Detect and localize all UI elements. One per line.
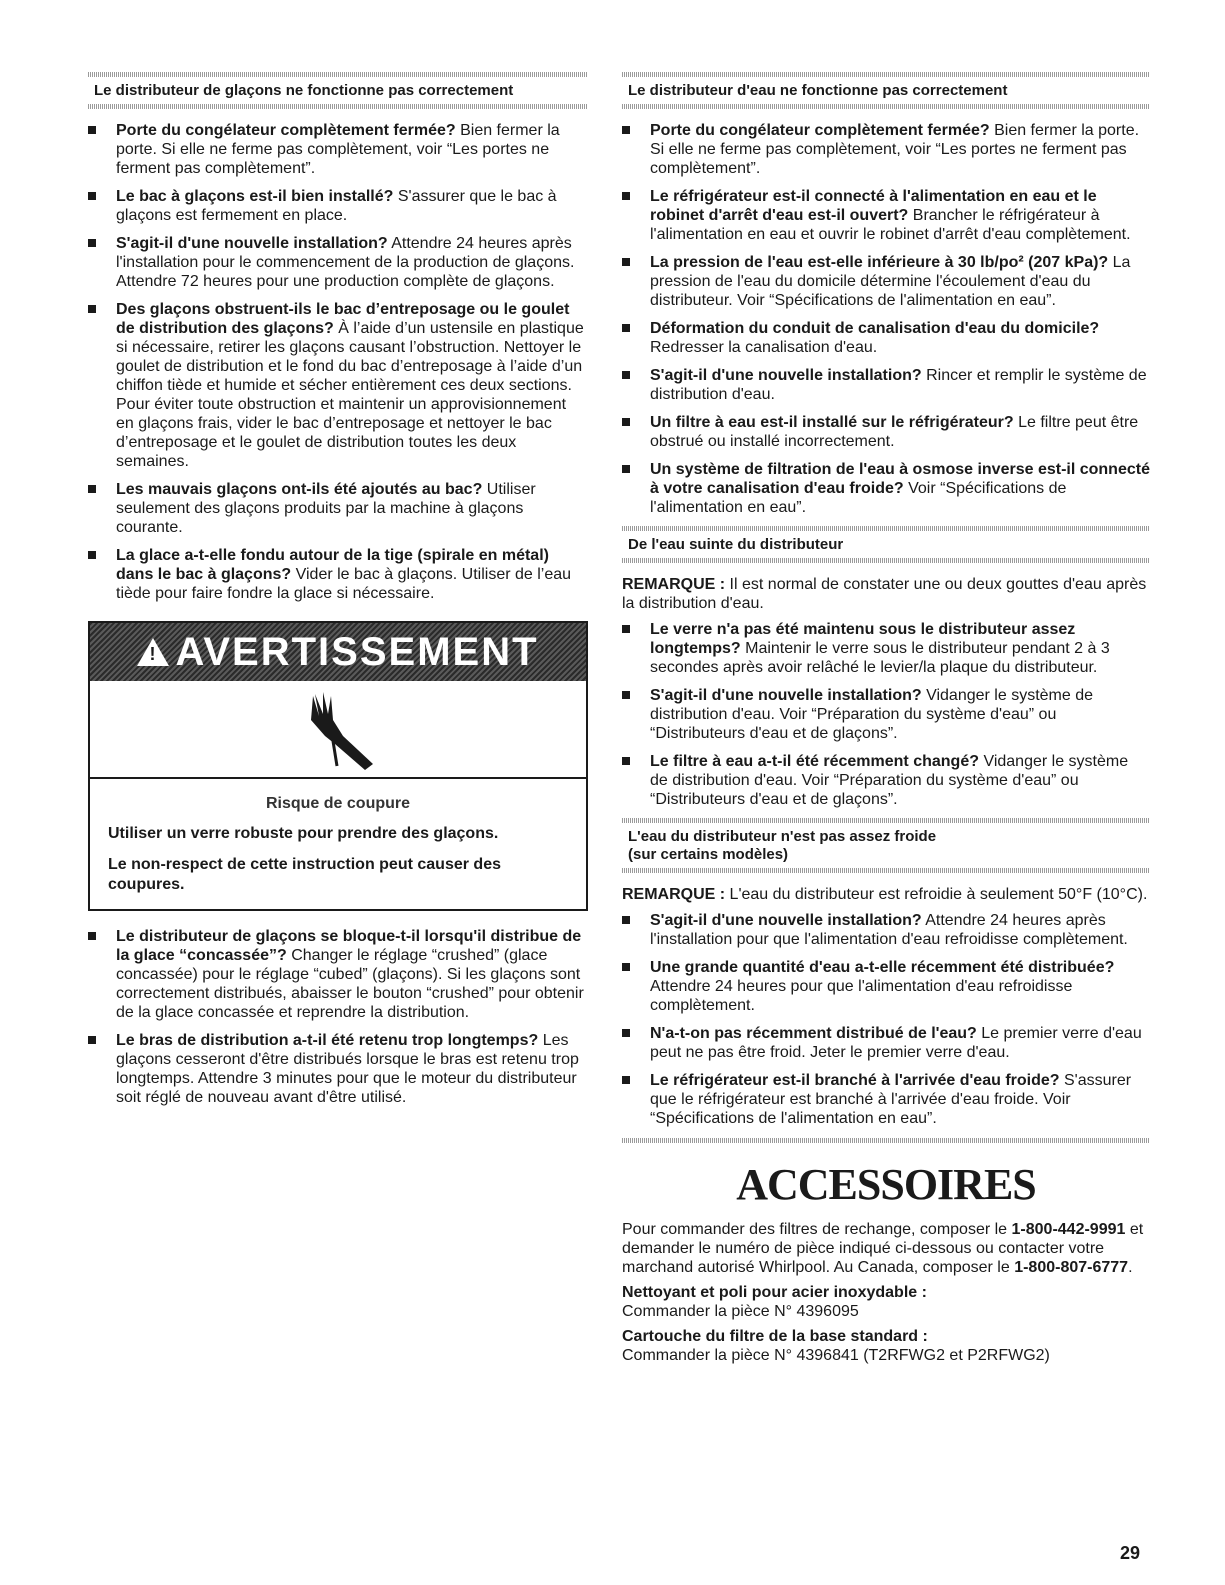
list-item: La glace a-t-elle fondu autour de la tige (spirale en métal) dans le bac à glaçons? Vider le bac à glaçons. Utiliser de l’eau tiède pour faire fondre la glace si nécessaire. [88,546,588,603]
list-item: N'a-t-on pas récemment distribué de l'eau? Le premier verre d'eau peut ne pas être froid. Jeter le premier verre d'eau. [622,1024,1150,1062]
warning-title: AVERTISSEMENT [175,629,539,674]
list-item: Un système de filtration de l'eau à osmose inverse est-il connecté à votre canalisation d'eau froide? Voir “Spécifications de l'alimentation en eau”. [622,460,1150,517]
ice-dispenser-list-2 [88,927,588,1107]
accessory-item-text: Commander la pièce N° 4396841 (T2RFWG2 et P2RFWG2) [622,1347,1050,1364]
list-item: Porte du congélateur complètement fermée? Bien fermer la porte. Si elle ne ferme pas complètement, voir “Les portes ne ferment pas complètement”. [88,121,588,178]
warning-body [90,779,586,909]
list-item: Le filtre à eau a-t-il été récemment changé? Vidanger le système de distribution d'eau. Voir “Préparation du système d'eau” ou “Distributeurs d'eau et de glaçons”. [622,752,1150,809]
leak-note: REMARQUE : Il est normal de constater une ou deux gouttes d'eau après la distribution d'eau. [622,576,1147,612]
warning-instruction: Utiliser un verre robuste pour prendre des glaçons. [108,825,499,842]
cold-water-heading: L'eau du distributeur n'est pas assez froide (sur certains modèles) [622,818,1150,873]
list-item: S'agit-il d'une nouvelle installation? Attendre 24 heures après l'installation pour le commencement de la production de glaçons. Attendre 72 heures pour une production complète de glaçons. [88,234,588,291]
list-item: Le bac à glaçons est-il bien installé? S'assurer que le bac à glaçons est fermement en place. [88,187,588,225]
ice-dispenser-list [88,121,588,603]
list-item: Le bras de distribution a-t-il été retenu trop longtemps? Les glaçons cesseront d'être distribués lorsque le bras est retenu trop longtemps. Attendre 3 minutes pour que le moteur du distributeur soit réglé de nouveau avant d'être utilisé. [88,1031,588,1107]
accessory-item-title: Cartouche du filtre de la base standard : [622,1328,928,1345]
cut-hand-icon [90,681,586,779]
list-item: Des glaçons obstruent-ils le bac d’entreposage ou le goulet de distribution des glaçons? À l’aide d’un ustensile en plastique si nécessaire, retirer les glaçons causant l’obstruction. Nettoyer le goulet de distribution et le fond du bac d’entreposage à l’aide d’un chiffon tiède et humide et sécher entièrement ces deux sections. Pour éviter toute obstruction et maintenir un approvisionnement en glaçons frais, vider le bac d’entreposage et nettoyer le bac d’entreposage et le goulet de distribution toutes les deux semaines. [88,300,588,471]
warning-box [88,621,588,911]
water-dispenser-heading: Le distributeur d'eau ne fonctionne pas correctement [622,72,1150,109]
phone-number-1: 1-800-442-9991 [1011,1221,1126,1238]
list-item: S'agit-il d'une nouvelle installation? Rincer et remplir le système de distribution d'eau. [622,366,1150,404]
accessories-intro: Pour commander des filtres de rechange, composer le 1-800-442-9991 et demander le numéro de pièce indiqué ci-dessous ou contacter votre marchand autorisé Whirlpool. Au Canada, composer le 1-800-807-6777. [622,1221,1144,1276]
list-item: Un filtre à eau est-il installé sur le réfrigérateur? Le filtre peut être obstrué ou installé incorrectement. [622,413,1150,451]
list-item: Le distributeur de glaçons se bloque-t-il lorsqu'il distribue de la glace “concassée”? Changer le réglage “crushed” (glace concassée) pour le réglage “cubed” (glaçons). Si les glaçons sont correctement distribués, abaisser le bouton “crushed” pour obtenir de la glace concassée et reprendre la distribution. [88,927,588,1022]
accessory-item-title: Nettoyant et poli pour acier inoxydable : [622,1284,927,1301]
list-item: Porte du congélateur complètement fermée? Bien fermer la porte. Si elle ne ferme pas complètement, voir “Les portes ne ferment pas complètement”. [622,121,1150,178]
leak-list [622,620,1150,809]
leak-heading: De l'eau suinte du distributeur [622,526,1150,563]
list-item: S'agit-il d'une nouvelle installation? Vidanger le système de distribution d'eau. Voir “Préparation du système d'eau” ou “Distributeurs d'eau et de glaçons”. [622,686,1150,743]
warning-header [90,623,586,681]
list-item: S'agit-il d'une nouvelle installation? Attendre 24 heures après l'installation pour que l'alimentation d'eau refroidisse complètement. [622,911,1150,949]
cold-water-list [622,911,1150,1128]
list-item: Les mauvais glaçons ont-ils été ajoutés au bac? Utiliser seulement des glaçons produits par la machine à glaçons courante. [88,480,588,537]
list-item: Le verre n'a pas été maintenu sous le distributeur assez longtemps? Maintenir le verre sous le distributeur pendant 2 à 3 secondes après avoir relâché le levier/la plaque du distributeur. [622,620,1150,677]
cold-note: REMARQUE : L'eau du distributeur est refroidie à seulement 50°F (10°C). [622,886,1148,903]
list-item: Une grande quantité d'eau a-t-elle récemment été distribuée? Attendre 24 heures pour que l'alimentation d'eau refroidisse complètement. [622,958,1150,1015]
phone-number-2: 1-800-807-6777 [1014,1259,1129,1276]
accessory-item-text: Commander la pièce N° 4396095 [622,1303,859,1320]
list-item: Le réfrigérateur est-il connecté à l'alimentation en eau et le robinet d'arrêt d'eau est-il ouvert? Brancher le réfrigérateur à l'alimentation en eau et ouvrir le robinet d'arrêt d'eau complètement. [622,187,1150,244]
right-column [622,72,1150,1371]
warning-risk: Risque de coupure [265,795,411,812]
divider [622,1138,1150,1143]
left-column [88,72,588,1116]
ice-dispenser-heading: Le distributeur de glaçons ne fonctionne pas correctement [88,72,588,109]
warning-triangle-icon [137,638,169,666]
accessories-title: ACCESSOIRES [736,1160,1036,1209]
list-item: Le réfrigérateur est-il branché à l'arrivée d'eau froide? S'assurer que le réfrigérateur est branché à l'arrivée d'eau froide. Voir “Spécifications de l'alimentation en eau”. [622,1071,1150,1128]
list-item: Déformation du conduit de canalisation d'eau du domicile? Redresser la canalisation d'eau. [622,319,1150,357]
water-dispenser-list [622,121,1150,517]
page-number: 29 [1119,1543,1140,1563]
list-item: La pression de l'eau est-elle inférieure à 30 lb/po² (207 kPa)? La pression de l'eau du domicile détermine l'écoulement d'eau du distributeur. Voir “Spécifications de l'alimentation en eau”. [622,253,1150,310]
warning-consequence: Le non-respect de cette instruction peut causer des coupures. [108,856,501,893]
